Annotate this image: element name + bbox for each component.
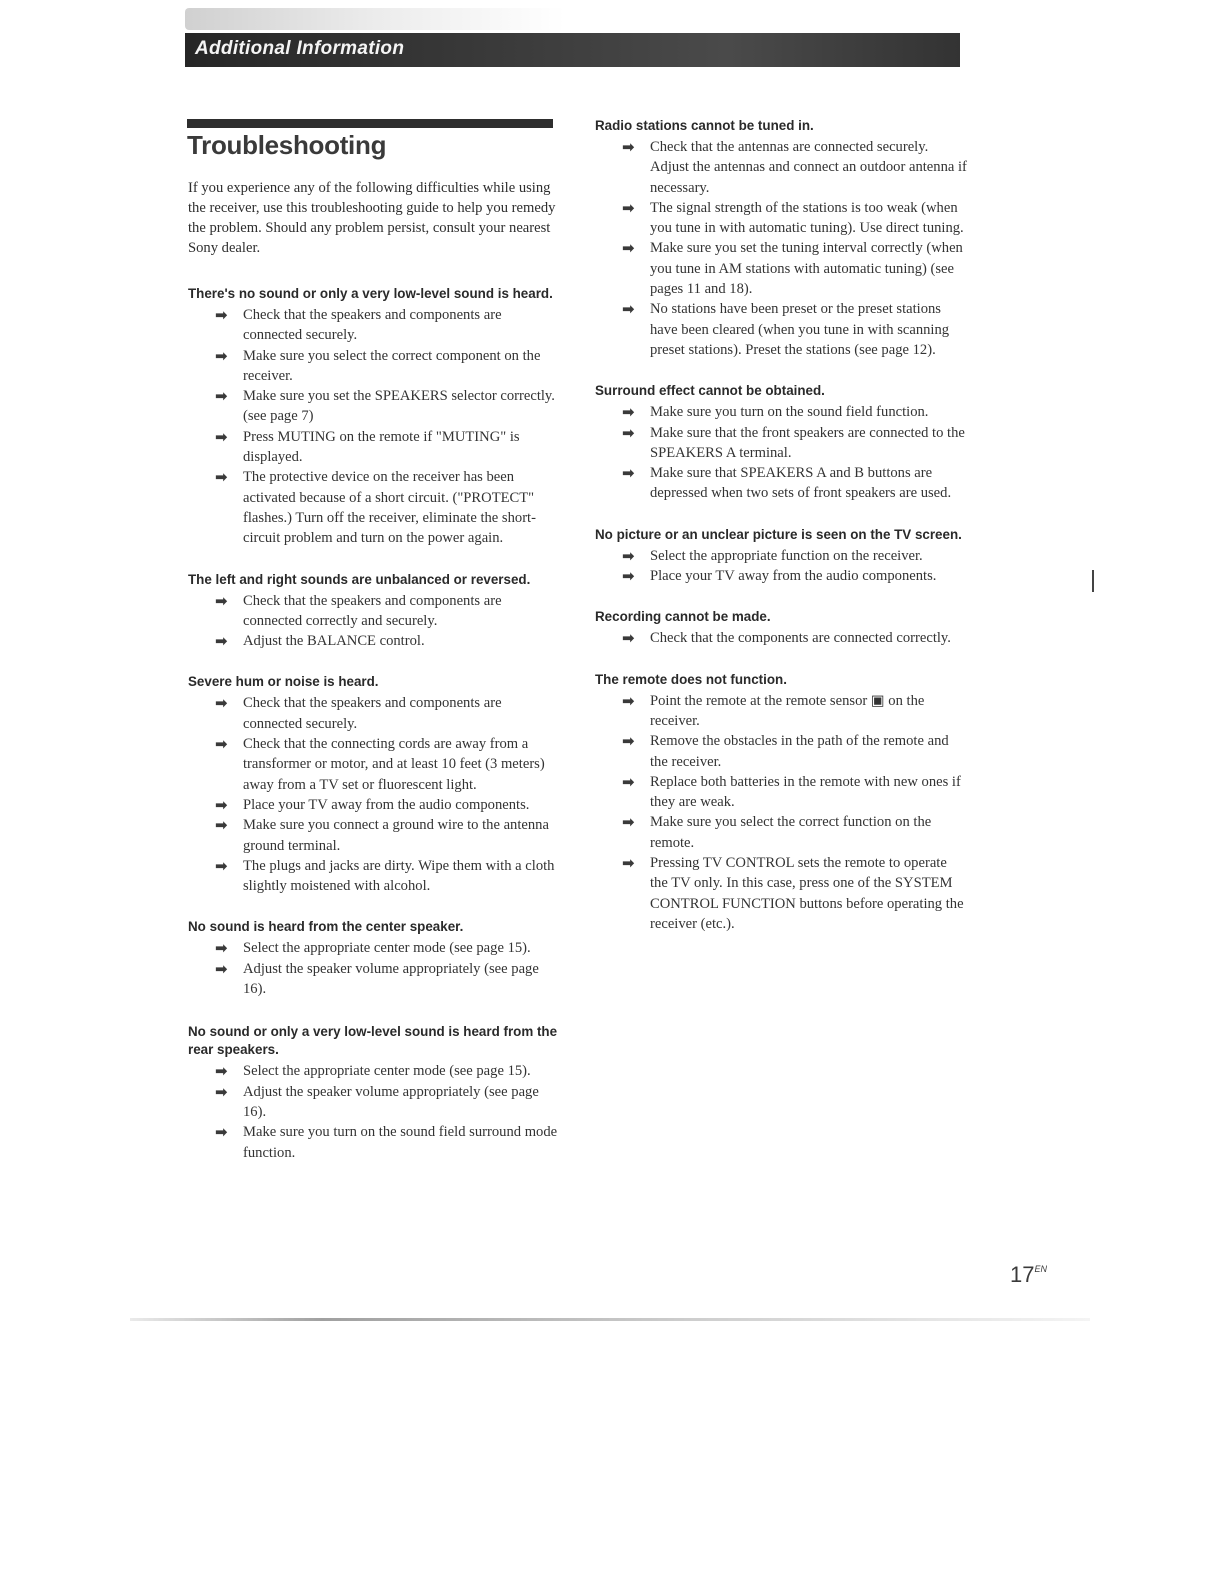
remedy-item: [595, 812, 967, 853]
remedy-list: [595, 691, 967, 935]
arrow-icon: ➡: [215, 939, 228, 958]
remedy-text: Adjust the speaker volume appropriately (see page 16).: [243, 960, 539, 998]
arrow-icon: ➡: [215, 306, 228, 324]
section-heading: No sound is heard from the center speaker.: [188, 919, 464, 935]
troubleshooting-section: [595, 671, 967, 935]
arrow-icon: ➡: [622, 732, 635, 751]
arrow-icon: ➡: [215, 959, 228, 978]
arrow-icon: ➡: [215, 427, 228, 446]
remedy-text: Pressing TV CONTROL sets the remote to operate the TV only. In this case, press one of the SYSTEM CONTROL FUNCTION buttons before operating the receiver (etc.).: [650, 855, 964, 932]
remedy-text: Check that the speakers and components are connected correctly and securely.: [243, 592, 502, 629]
remedy-item: [188, 591, 560, 632]
remedy-list: [188, 693, 560, 896]
troubleshooting-section: [595, 117, 967, 360]
remedy-list: [595, 546, 967, 587]
page-number-value: 17: [1010, 1262, 1035, 1287]
arrow-icon: ➡: [215, 632, 228, 651]
remedy-list: [188, 938, 560, 999]
arrow-icon: ➡: [622, 813, 635, 832]
remedy-item: [595, 463, 967, 504]
remedy-text: The signal strength of the stations is too weak (when you tune in with automatic tuning). Use direct tuning.: [650, 199, 964, 237]
section-header-bar: [185, 33, 960, 67]
remedy-item: [188, 1122, 560, 1163]
remedy-text: Adjust the speaker volume appropriately (see page 16).: [243, 1083, 539, 1120]
remedy-item: [595, 238, 967, 299]
section-header-title: Additional Information: [195, 38, 405, 59]
intro-paragraph: If you experience any of the following difficulties while using the receiver, use this troubleshooting guide to help you remedy the problem. Should any problem persist, consult your nearest Sony dealer.: [188, 180, 556, 256]
troubleshooting-section: [188, 571, 560, 652]
remedy-text: No stations have been preset or the preset stations have been cleared (when you tune in with scanning preset stations). Preset the stations (see page 12).: [650, 301, 950, 358]
remedy-text: Check that the components are connected correctly.: [650, 630, 951, 647]
remedy-text: Place your TV away from the audio components.: [243, 796, 530, 813]
arrow-icon: ➡: [622, 464, 635, 483]
remedy-list: [595, 137, 967, 360]
remedy-text: Point the remote at the remote sensor ▣ on the receiver.: [650, 692, 925, 729]
scan-smudge: [185, 8, 565, 30]
arrow-icon: ➡: [215, 856, 228, 875]
remedy-item: [188, 693, 560, 734]
remedy-list: [595, 402, 967, 503]
remedy-list: [188, 1061, 560, 1162]
remedy-text: Check that the antennas are connected securely. Adjust the antennas and connect an outdoor antenna if necessary.: [650, 139, 967, 196]
section-heading: There's no sound or only a very low-level sound is heard.: [188, 286, 553, 301]
remedy-item: [595, 566, 967, 586]
margin-mark: [1092, 570, 1094, 592]
section-heading: Surround effect cannot be obtained.: [595, 383, 825, 399]
remedy-item: [595, 299, 967, 360]
remedy-item: [188, 467, 560, 548]
troubleshooting-section: [595, 382, 967, 503]
arrow-icon: ➡: [215, 1082, 228, 1101]
remedy-item: [188, 856, 560, 897]
arrow-icon: ➡: [622, 772, 635, 791]
left-column: [188, 285, 560, 1163]
page-number-suffix: EN: [1034, 1264, 1047, 1274]
remedy-text: The plugs and jacks are dirty. Wipe them with a cloth slightly moistened with alcohol.: [243, 857, 555, 895]
section-heading: The left and right sounds are unbalanced or reversed.: [188, 571, 531, 587]
remedy-text: Select the appropriate function on the receiver.: [650, 547, 923, 564]
arrow-icon: ➡: [215, 346, 228, 365]
arrow-icon: ➡: [622, 854, 635, 873]
remedy-text: Remove the obstacles in the path of the remote and the receiver.: [650, 733, 949, 770]
arrow-icon: ➡: [215, 816, 228, 835]
section-heading: Severe hum or noise is heard.: [188, 674, 379, 690]
arrow-icon: ➡: [215, 1123, 228, 1142]
arrow-icon: ➡: [215, 387, 228, 406]
remedy-text: Check that the connecting cords are away from a transformer or motor, and at least 10 feet (3 meters) away from a TV set or fluorescent light.: [243, 736, 545, 793]
troubleshooting-section: [188, 1023, 560, 1162]
arrow-icon: ➡: [215, 468, 228, 487]
section-heading: No picture or an unclear picture is seen on the TV screen.: [595, 526, 962, 542]
remedy-item: [188, 1061, 560, 1081]
remedy-item: [595, 853, 967, 934]
title-rule: [187, 119, 553, 128]
section-heading: No sound or only a very low-level sound is heard from the rear speakers.: [188, 1024, 558, 1058]
remedy-item: [188, 1082, 560, 1123]
arrow-icon: ➡: [622, 239, 635, 258]
remedy-text: Make sure you set the tuning interval correctly (when you tune in AM stations with automatic tuning) (see pages 11 and 18).: [650, 240, 963, 298]
remedy-text: Select the appropriate center mode (see page 15).: [243, 1063, 531, 1080]
troubleshooting-section: [595, 608, 967, 648]
remedy-item: [188, 815, 560, 856]
remedy-text: The protective device on the receiver has been activated because of a short circuit. ("PROTECT" flashes.) Turn off the receiver, eliminate the short-circuit problem and turn on the power again.: [243, 469, 536, 547]
remedy-text: Make sure that the front speakers are connected to the SPEAKERS A terminal.: [650, 424, 965, 461]
arrow-icon: ➡: [215, 591, 228, 610]
remedy-item: [595, 731, 967, 772]
section-heading: Radio stations cannot be tuned in.: [595, 118, 814, 133]
remedy-text: Place your TV away from the audio components.: [650, 568, 937, 585]
remedy-item: [188, 346, 560, 387]
arrow-icon: ➡: [622, 138, 635, 156]
arrow-icon: ➡: [622, 403, 635, 422]
remedy-text: Press MUTING on the remote if "MUTING" is displayed.: [243, 428, 520, 466]
remedy-item: [595, 772, 967, 813]
remedy-text: Make sure you turn on the sound field surround mode function.: [243, 1124, 558, 1161]
remedy-item: [188, 795, 560, 815]
remedy-item: [188, 938, 560, 958]
remedy-text: Make sure you select the correct component on the receiver.: [243, 347, 541, 384]
remedy-item: [595, 423, 967, 464]
troubleshooting-section: [188, 673, 560, 896]
page-number: [1010, 1262, 1047, 1288]
remedy-item: [595, 137, 967, 198]
remedy-item: [595, 546, 967, 566]
remedy-list: [188, 305, 560, 549]
arrow-icon: ➡: [622, 546, 635, 565]
remedy-item: [188, 427, 560, 468]
troubleshooting-section: [188, 285, 560, 549]
remedy-text: Replace both batteries in the remote with new ones if they are weak.: [650, 773, 961, 811]
troubleshooting-section: [595, 526, 967, 587]
remedy-text: Make sure that SPEAKERS A and B buttons are depressed when two sets of front speakers are used.: [650, 465, 952, 502]
remedy-item: [595, 691, 967, 732]
remedy-item: [595, 402, 967, 422]
remedy-item: [188, 631, 560, 651]
arrow-icon: ➡: [622, 629, 635, 648]
troubleshooting-section: [188, 918, 560, 999]
footer-rule: [130, 1318, 1090, 1321]
arrow-icon: ➡: [215, 694, 228, 713]
arrow-icon: ➡: [215, 1062, 228, 1081]
arrow-icon: ➡: [215, 735, 228, 754]
remedy-text: Make sure you connect a ground wire to the antenna ground terminal.: [243, 817, 549, 854]
arrow-icon: ➡: [622, 300, 635, 319]
remedy-text: Select the appropriate center mode (see page 15).: [243, 940, 531, 957]
remedy-item: [188, 305, 560, 346]
remedy-item: [595, 198, 967, 239]
remedy-list: [188, 591, 560, 652]
arrow-icon: ➡: [622, 691, 635, 710]
section-heading: The remote does not function.: [595, 671, 787, 687]
remedy-text: Adjust the BALANCE control.: [243, 633, 425, 650]
remedy-list: [595, 628, 967, 648]
remedy-item: [188, 386, 560, 427]
remedy-text: Check that the speakers and components are connected securely.: [243, 695, 502, 732]
arrow-icon: ➡: [622, 423, 635, 442]
arrow-icon: ➡: [622, 567, 635, 586]
arrow-icon: ➡: [622, 198, 635, 217]
arrow-icon: ➡: [215, 795, 228, 814]
remedy-text: Make sure you set the SPEAKERS selector correctly. (see page 7): [243, 388, 555, 425]
remedy-item: [188, 734, 560, 795]
section-heading: Recording cannot be made.: [595, 609, 771, 625]
remedy-text: Make sure you turn on the sound field function.: [650, 404, 929, 421]
remedy-text: Check that the speakers and components are connected securely.: [243, 307, 502, 344]
page-title: Troubleshooting: [187, 130, 387, 160]
remedy-item: [188, 959, 560, 1000]
remedy-text: Make sure you select the correct function on the remote.: [650, 814, 932, 851]
remedy-item: [595, 628, 967, 648]
right-column: [595, 117, 967, 934]
